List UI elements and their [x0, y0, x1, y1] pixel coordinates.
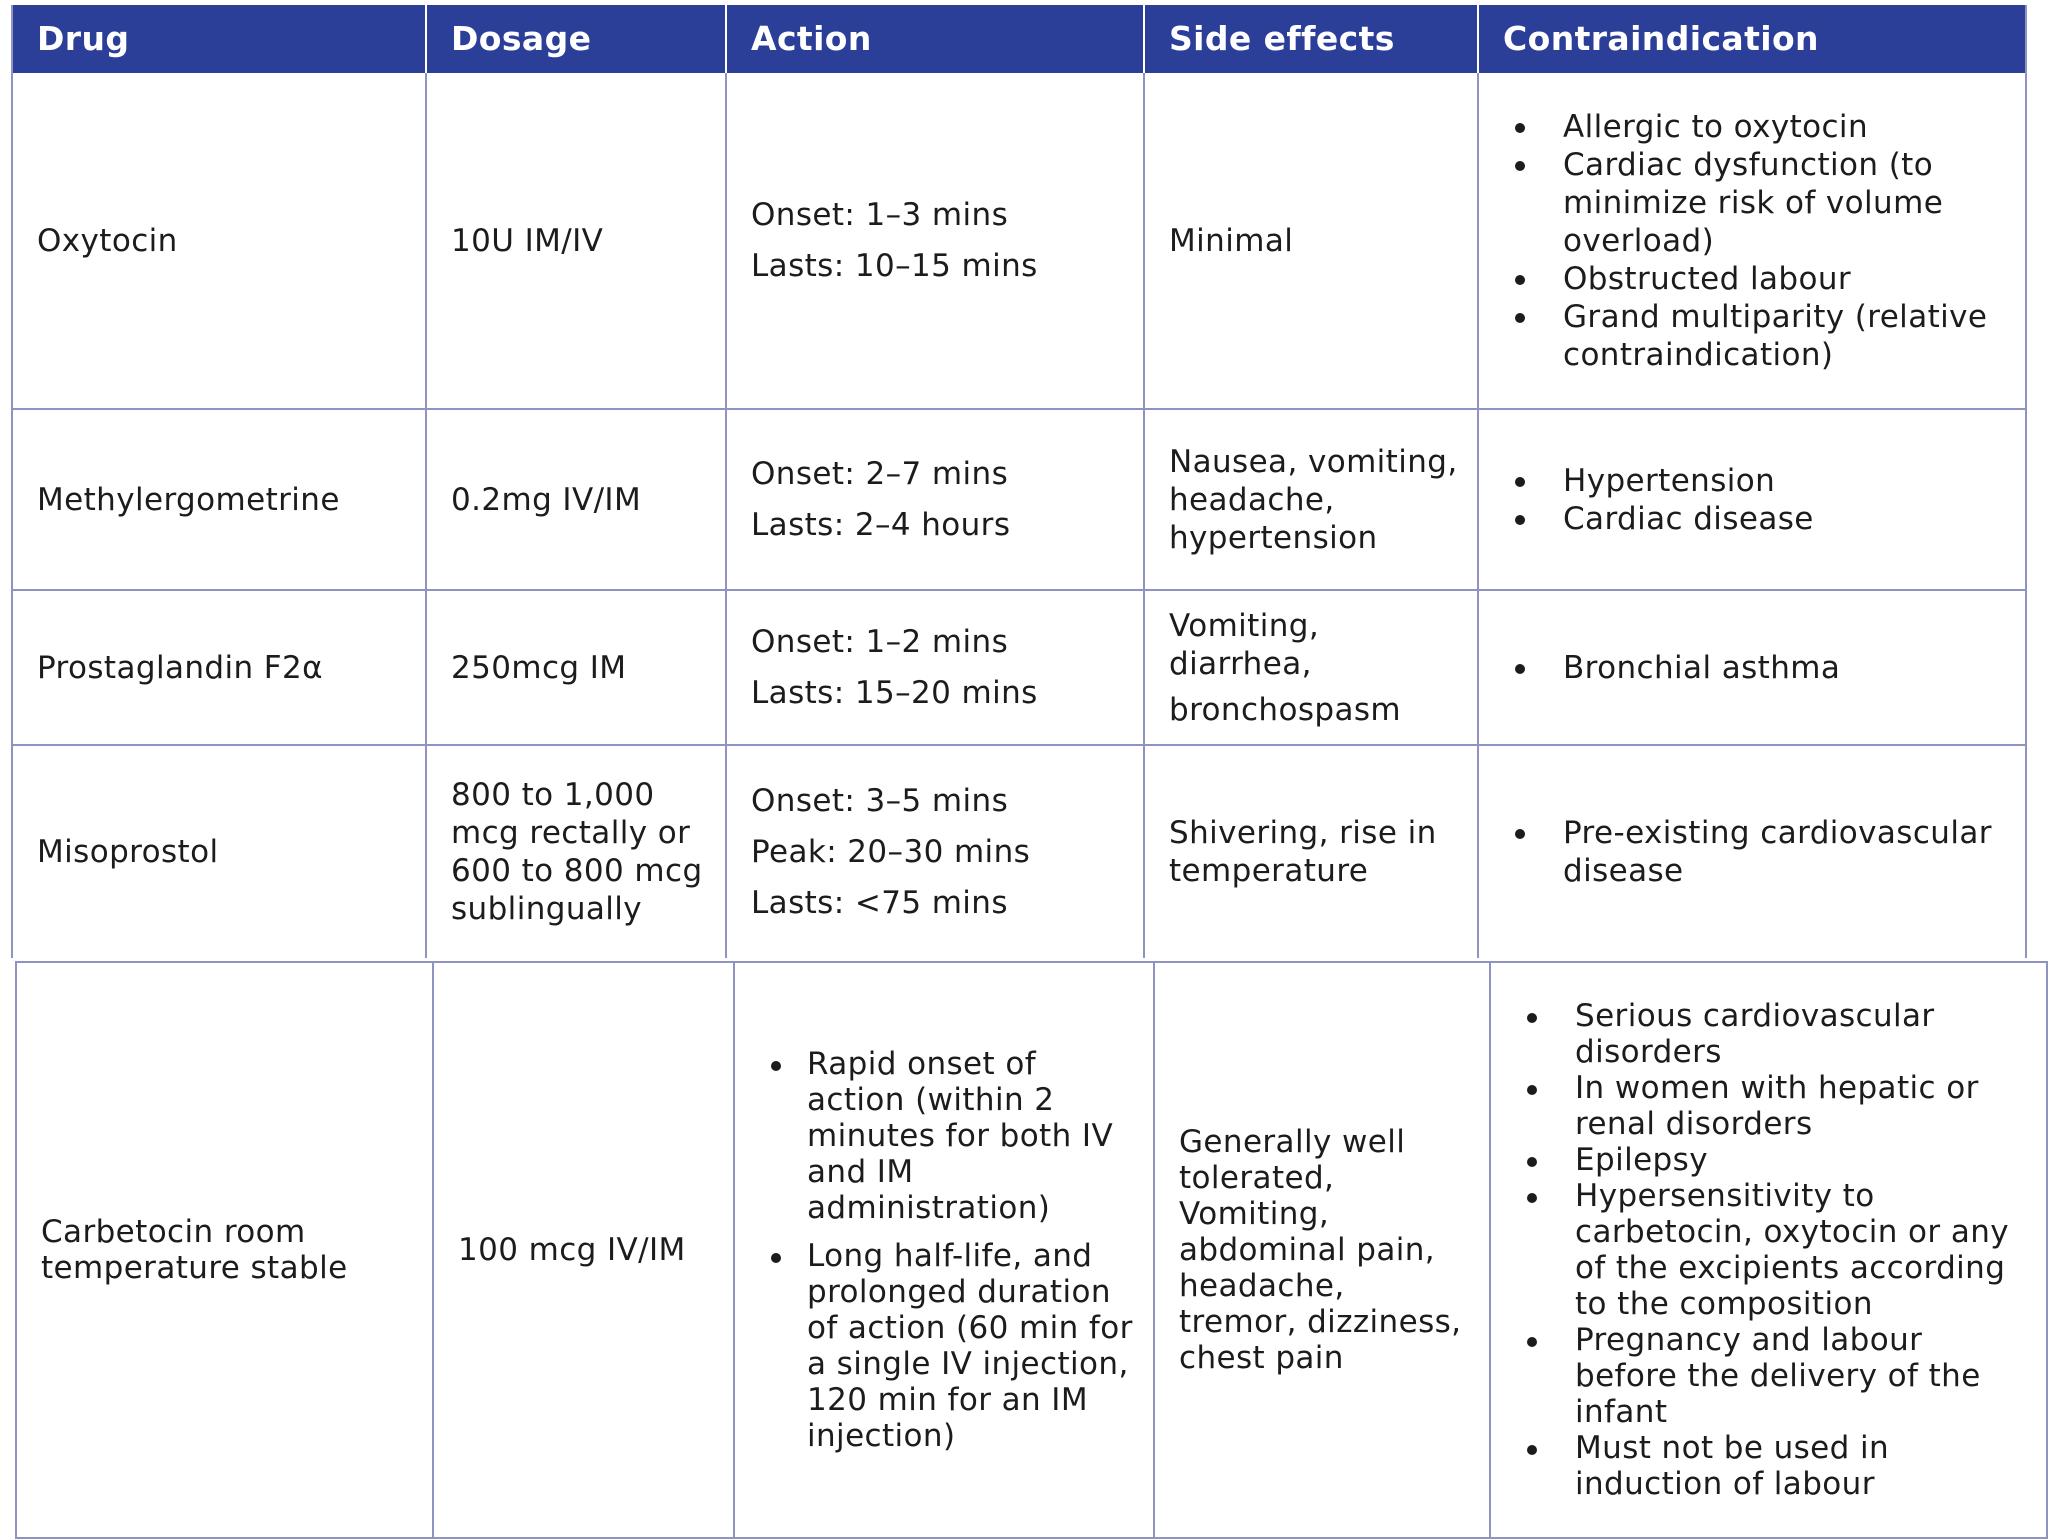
cell-drug — [13, 746, 427, 958]
dosage-text: 0.2mg IV/IM — [451, 481, 642, 518]
action-line: Onset: 3–5 mins — [751, 783, 1009, 819]
action-line: Lasts: 10–15 mins — [751, 248, 1038, 284]
action-line: Onset: 1–2 mins — [751, 624, 1009, 660]
cell-drug — [13, 591, 427, 746]
header-action: Action — [727, 5, 1145, 73]
carbetocin-row — [15, 961, 2048, 1539]
contraindication-item: Hypertension — [1503, 462, 2007, 500]
cell-dosage — [427, 746, 727, 958]
action-list — [759, 1046, 1135, 1454]
drug-name: Methylergometrine — [37, 481, 340, 518]
contraindication-item: Bronchial asthma — [1503, 649, 2007, 687]
cell-side-effects — [1145, 410, 1479, 591]
contraindication-list — [1503, 814, 2007, 890]
header-drug: Drug — [13, 5, 427, 73]
contraindication-list — [1503, 649, 2007, 687]
cell-dosage — [427, 591, 727, 746]
cell-dosage — [434, 963, 735, 1537]
cell-side-effects — [1145, 73, 1479, 410]
drug-name: Carbetocin room temperature stable — [41, 1214, 348, 1286]
contraindication-item: Cardiac dysfunction (to minimize risk of volume overload) — [1503, 146, 2007, 260]
cell-drug — [17, 963, 434, 1537]
contraindication-item: In women with hepatic or renal disorders — [1515, 1070, 2028, 1142]
cell-side-effects — [1145, 746, 1479, 958]
action-item: Rapid onset of action (within 2 minutes for both IV and IM administration) — [759, 1046, 1135, 1226]
cell-side-effects — [1155, 963, 1491, 1537]
action-item: Long half-life, and prolonged duration of action (60 min for a single IV injection, 120 min for an IM injection) — [759, 1238, 1135, 1454]
dosage-text: 10U IM/IV — [451, 222, 604, 259]
action-line: Lasts: <75 mins — [751, 885, 1008, 921]
action-line: Onset: 1–3 mins — [751, 197, 1009, 233]
action-line: Peak: 20–30 mins — [751, 834, 1031, 870]
dosage-text: 100 mcg IV/IM — [458, 1232, 686, 1268]
cell-action — [727, 591, 1145, 746]
cell-action — [727, 73, 1145, 410]
cell-drug — [13, 410, 427, 591]
contraindication-item: Must not be used in induction of labour — [1515, 1430, 2028, 1502]
dosage-text: 800 to 1,000 mcg rectally or 600 to 800 mcg sublingually — [451, 777, 703, 927]
drug-name: Misoprostol — [37, 834, 219, 870]
side-effects-text: Shivering, rise in temperature — [1169, 815, 1437, 889]
cell-dosage — [427, 73, 727, 410]
cell-contraindication — [1479, 591, 2025, 746]
cell-action — [727, 410, 1145, 591]
header-contraindication: Contraindication — [1479, 5, 2025, 73]
dosage-text: 250mcg IM — [451, 649, 627, 686]
cell-drug — [13, 73, 427, 410]
side-effects-text: Nausea, vomiting, headache, hypertension — [1169, 443, 1458, 556]
side-effects-text: Generally well tolerated, Vomiting, abdominal pain, headache, tremor, dizziness, chest pain — [1179, 1124, 1462, 1376]
contraindication-item: Cardiac disease — [1503, 500, 2007, 538]
cell-contraindication — [1479, 73, 2025, 410]
contraindication-list — [1503, 108, 2007, 374]
cell-dosage — [427, 410, 727, 591]
uterotonic-table — [11, 5, 2027, 958]
contraindication-item: Obstructed labour — [1503, 260, 2007, 298]
cell-contraindication — [1479, 746, 2025, 958]
contraindication-list — [1515, 998, 2028, 1502]
contraindication-item: Pre-existing cardiovascular disease — [1503, 814, 2007, 890]
contraindication-item: Grand multiparity (relative contraindication) — [1503, 298, 2007, 374]
action-line: Lasts: 2–4 hours — [751, 507, 1011, 543]
side-effects-line: Vomiting, diarrhea, — [1169, 607, 1320, 682]
drug-name: Prostaglandin F2α — [37, 649, 323, 686]
action-line: Lasts: 15–20 mins — [751, 675, 1038, 711]
contraindication-item: Hypersensitivity to carbetocin, oxytocin or any of the excipients according to the composition — [1515, 1178, 2028, 1322]
contraindication-list — [1503, 462, 2007, 538]
contraindication-item: Allergic to oxytocin — [1503, 108, 2007, 146]
side-effects-line: bronchospasm — [1169, 691, 1401, 728]
drug-name: Oxytocin — [37, 222, 178, 259]
contraindication-item: Serious cardiovascular disorders — [1515, 998, 2028, 1070]
action-line: Onset: 2–7 mins — [751, 456, 1009, 492]
side-effects-text: Minimal — [1169, 222, 1294, 259]
cell-side-effects — [1145, 591, 1479, 746]
cell-contraindication — [1479, 410, 2025, 591]
cell-action — [727, 746, 1145, 958]
cell-action — [735, 963, 1155, 1537]
header-dosage: Dosage — [427, 5, 727, 73]
contraindication-item: Pregnancy and labour before the delivery of the infant — [1515, 1322, 2028, 1430]
header-side-effects: Side effects — [1145, 5, 1479, 73]
contraindication-item: Epilepsy — [1515, 1142, 2028, 1178]
cell-contraindication — [1491, 963, 2046, 1537]
